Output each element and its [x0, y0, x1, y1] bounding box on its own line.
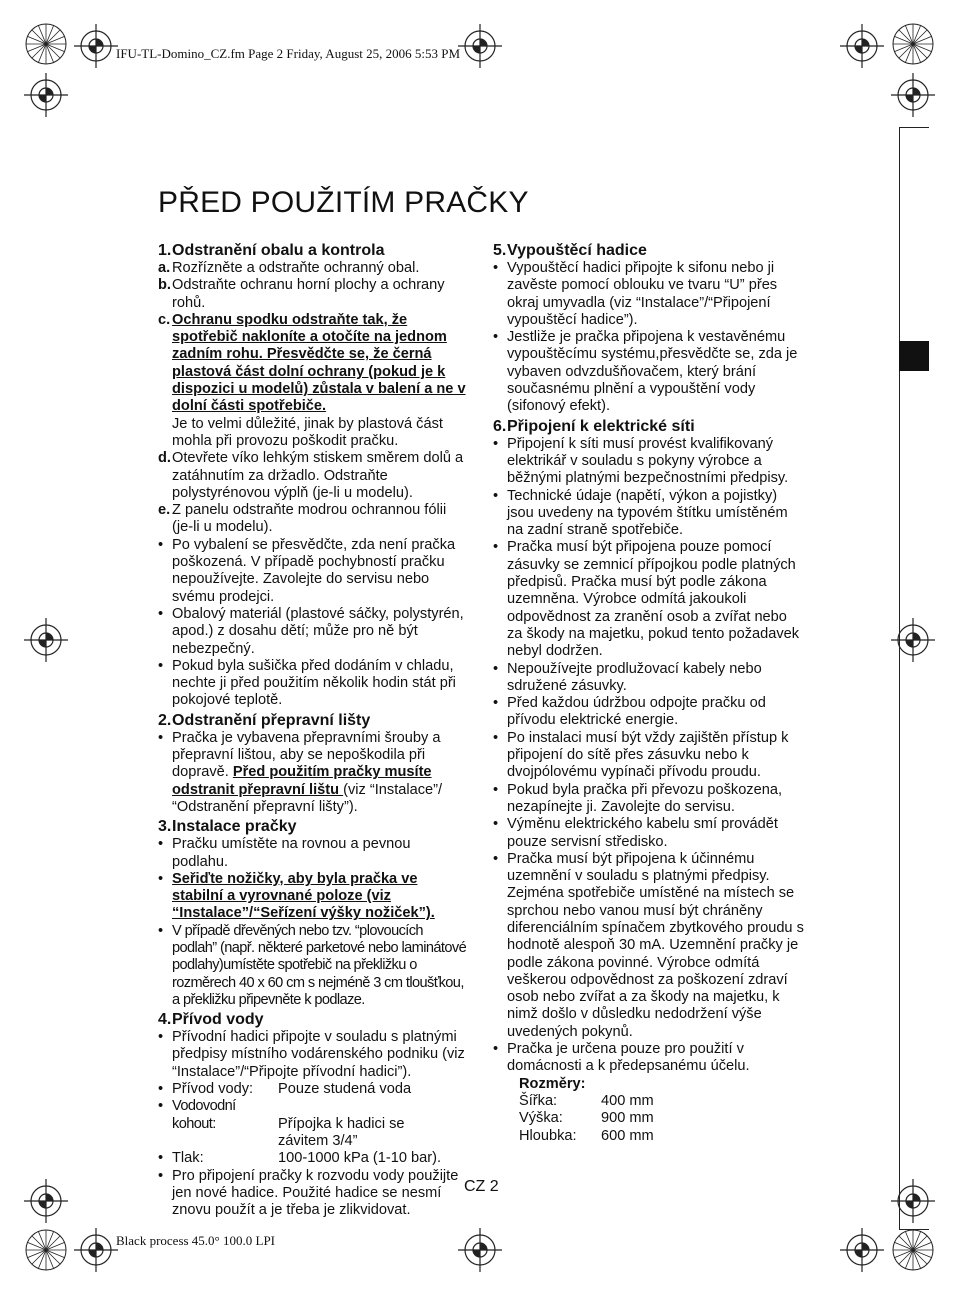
bullet-access-plug: • Po instalaci musí být vždy zajištěn přístup k připojení do sítě přes zásuvku nebo k dvojpólovému vypínači přívodu proudu. — [493, 730, 805, 782]
spec-pressure: • Tlak: 100-1000 kPa (1-10 bar). — [158, 1150, 470, 1167]
step-b: b. Odstraňte ochranu horní plochy a ochrany rohů. — [158, 277, 445, 311]
print-footer-slug: Black process 45.0° 100.0 LPI — [116, 1233, 276, 1248]
bullet-cable-replacement: • Výměnu elektrického kabelu smí provádět pouze servisní středisko. — [493, 816, 805, 851]
bullet-adjust-feet: • Seřiďte nožičky, aby byla pračka ve stabilní a vyrovnané poloze (viz “Instalace”/“Seřízení výšky nožiček”). — [158, 871, 470, 923]
section-6-heading: 6. Připojení k elektrické síti — [493, 417, 695, 435]
right-column — [493, 240, 805, 1145]
bullet-new-hoses: • Pro připojení pračky k rozvodu vody použijte jen nové hadice. Použité hadice se nesmí znovu použít a je třeba je zlikvidovat. — [158, 1168, 470, 1220]
bullet-household-use: • Pračka je určena pouze pro použití v domácnosti a k předepsanému účelu. — [493, 1041, 805, 1076]
bullet-earthed-socket: • Pračka musí být připojena pouze pomocí zásuvky se zemnicí přípojkou podle platných předpisů. Pračka musí být podle zákona uzemněna. Výrobce odmítá jakoukoli odpovědnost za zranění osob a zvířat nebo za škody na majetku, pokud tento požadavek nebyl dodržen. — [493, 539, 805, 660]
section-5-heading: 5. Vypouštěcí hadice — [493, 242, 647, 259]
page-number: CZ 2 — [464, 1178, 499, 1195]
bullet-no-extension: • Nepoužívejte prodlužovací kabely nebo sdružené zásuvky. — [493, 661, 805, 696]
bullet-drain-hose: • Vypouštěcí hadici připojte k sifonu nebo ji zavěste pomocí oblouku ve tvaru “U” přes okraj umyvadla (viz “Instalace”/“Připojení vypouštěcí hadice”). — [493, 260, 805, 329]
bullet-unplug-maintenance: • Před každou údržbou odpojte pračku od přívodu elektrické energie. — [493, 695, 805, 730]
bullet-qualified-electrician: • Připojení k síti musí provést kvalifikovaný elektrikář v souladu s pokyny výrobce a běžnými platnými bezpečnostními předpisy. — [493, 436, 805, 488]
bullet-cold-delivery: • Pokud byla sušička před dodáním v chladu, nechte ji před použitím několik hodin stát při pokojové teplotě. — [158, 658, 470, 710]
spec-water-tap: • Vodovodní kohout: Přípojka k hadici se — [158, 1098, 470, 1133]
page-edge-tab-frame — [899, 127, 929, 1230]
dimension-depth: Hloubka: 600 mm — [519, 1127, 654, 1144]
chapter-thumb-tab — [899, 341, 929, 371]
step-d: d. Otevřete víko lehkým stiskem směrem dolů a zatáhnutím za držadlo. Odstraňte polystyrénovou výplň (je-li u modelu). — [158, 450, 464, 501]
step-e: e. Z panelu odstraňte modrou ochrannou fólii (je-li u modelu). — [158, 502, 447, 536]
bullet-flat-floor: • Pračku umístěte na rovnou a pevnou podlahu. — [158, 836, 470, 871]
bullet-rating-plate: • Technické údaje (napětí, výkon a pojistky) jsou uvedeny na typovém štítku umístěném na zadní straně spotřebiče. — [493, 488, 805, 540]
bullet-wooden-floor: • V případě dřevěných nebo tzv. “plovoucích podlah” (např. některé parketové nebo laminátové podlahy)umístěte spotřebič na překližku o rozměrech 40 x 60 cm s nejméně 3 cm tloušťkou, a překližku připevněte k podlaze. — [158, 923, 470, 1009]
bullet-transport-damage: • Pokud byla pračka při převozu poškozena, nezapínejte ji. Zavolejte do servisu. — [493, 782, 805, 817]
step-c: c. Ochranu spodku odstraňte tak, že spotřebič nakloníte a otočíte na jednom zadním rohu. Přesvědčte se, že černá plastová část dolní ochrany (pokud je k dispozici u modelů) zůstala v balení a ne v dolní části spotřebiče. — [158, 311, 466, 415]
section-2-heading: 2. Odstranění přepravní lišty — [158, 711, 371, 729]
bullet-built-in-drain: • Jestliže je pračka připojena k vestavěnému vypouštěcímu systému,přesvědčte se, zda je vybaven odvzdušňovačem, který brání současnému plnění a vypouštění vody (sifonový efekt). — [493, 329, 805, 415]
section-3-heading: 3. Instalace pračky — [158, 818, 297, 836]
page-title: PŘED POUŽITÍM PRAČKY — [158, 186, 529, 219]
step-c-note: Je to velmi důležité, jinak by plastová část mohla při provozu poškodit pračku. — [172, 415, 443, 449]
bullet-grounding: • Pračka musí být připojena k účinnému uzemnění v souladu s platnými předpisy. Zejména spotřebiče umístěné na místech se sprchou nebo vanou musí být chráněny diferenciálním spínačem zbytkového proudu s hodnotě alespoň 30 mA. Uzemnění pračky je podle zákona povinné. Výrobce odmítá veškerou odpovědnost za poškození zdraví osob nebo zvířat a za škody na majetku, k nimž došlo v důsledku nedodržení výše uvedených pokynů. — [493, 851, 805, 1041]
dimension-width: Šířka: 400 mm — [519, 1092, 654, 1109]
dimension-height: Výška: 900 mm — [519, 1110, 654, 1127]
section-4-heading: 4. Přívod vody — [158, 1011, 264, 1029]
bullet-inlet-hose: • Přívodní hadici připojte v souladu s platnými předpisy místního vodárenského podniku (viz “Instalace”/“Připojte přívodní hadici”). — [158, 1029, 470, 1081]
spec-water-supply: • Přívod vody: Pouze studená voda — [158, 1081, 470, 1098]
bullet-packaging: • Obalový materiál (plastové sáčky, polystyrén, apod.) z dosahu dětí; může pro ně být nebezpečný. — [158, 606, 470, 658]
print-header-slug: IFU-TL-Domino_CZ.fm Page 2 Friday, August 25, 2006 5:53 PM — [116, 46, 461, 61]
bullet-damage-check: • Po vybalení se přesvědčte, zda není pračka poškozená. V případě pochybností pračku nepoužívejte. Zavolejte do servisu nebo svému prodejci. — [158, 537, 470, 606]
section-1-heading: 1. Odstranění obalu a kontrola — [158, 242, 385, 259]
bullet-transport-bar: • Pračka je vybavena přepravními šrouby a přepravní lištou, aby se nepoškodila při dopravě. Před použitím pračky musíte odstranit přepravní lištu (viz “Instalace”/ “Odstranění přepravní lišty”). — [158, 730, 470, 816]
dimensions-title: Rozměry: — [519, 1075, 586, 1092]
left-column — [158, 240, 470, 1219]
step-a: a. Rozřízněte a odstraňte ochranný obal. — [158, 260, 420, 276]
spec-water-tap-cont: závitem 3/4” — [278, 1132, 358, 1149]
